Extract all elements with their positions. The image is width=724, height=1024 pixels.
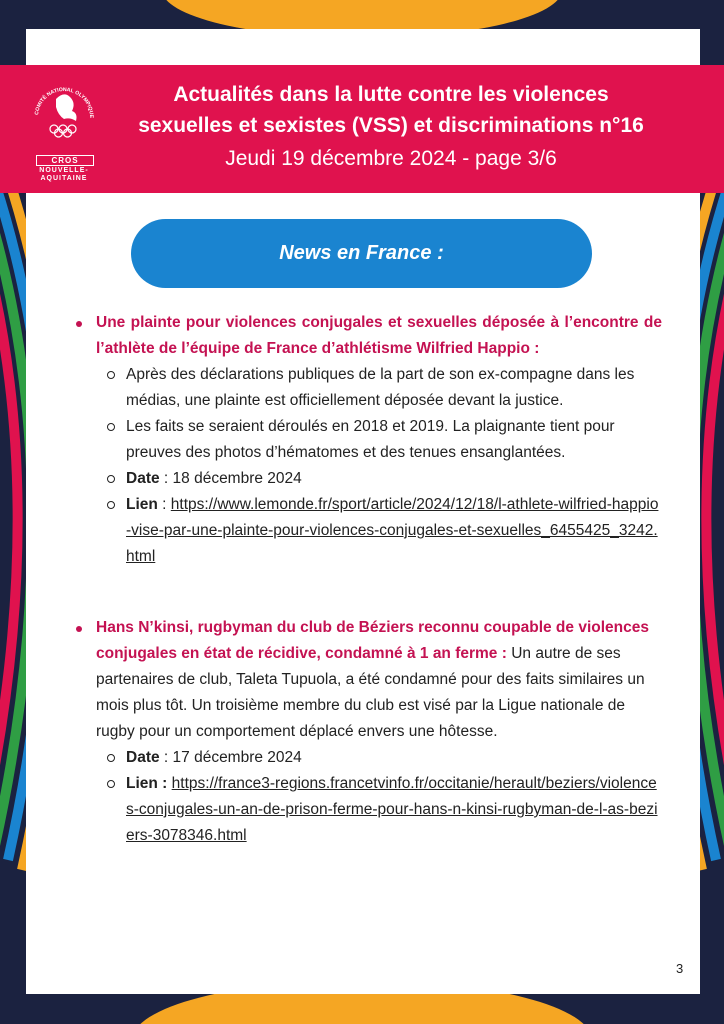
circle-bullet-icon — [107, 371, 115, 379]
circle-bullet-icon — [107, 780, 115, 788]
date-label: Date — [126, 749, 160, 766]
point-text: Les faits se seraient déroulés en 2018 et 2019. La plaignante tient pour preuves des photos d’hématomes et des tenues ensanglantées. — [126, 418, 615, 461]
logo-org-text: COMITÉ NATIONAL OLYMPIQUE — [34, 86, 95, 119]
logo-region-line1: NOUVELLE- — [39, 167, 89, 174]
header-text — [104, 79, 678, 174]
article-point — [76, 362, 662, 414]
page-number: 3 — [676, 961, 684, 976]
section-label-pill: News en France : — [131, 219, 592, 288]
logo-region-label — [26, 167, 102, 183]
bullet-dot — [76, 626, 82, 632]
article-item — [76, 310, 662, 362]
article-list — [76, 310, 662, 849]
article-date — [76, 745, 662, 771]
link-label: Lien — [126, 496, 158, 513]
rooster-emblem-icon — [26, 77, 102, 153]
cros-logo — [26, 77, 102, 185]
article-date — [76, 466, 662, 492]
circle-bullet-icon — [107, 475, 115, 483]
title-line-2: sexuelles et sexistes (VSS) et discriminations n°16 — [138, 114, 644, 137]
point-text: Après des déclarations publiques de la part de son ex-compagne dans les médias, une plainte est officiellement déposée devant la justice. — [126, 366, 635, 409]
article-link-url[interactable]: https://france3-regions.francetvinfo.fr/occitanie/herault/beziers/violences-conjugales-un-an-de-prison-ferme-pour-hans-n-kinsi-rugbyman-de-l-as-beziers-3078346.html — [126, 775, 658, 844]
circle-bullet-icon — [107, 423, 115, 431]
link-label: Lien : — [126, 775, 168, 792]
date-value: : 17 décembre 2024 — [159, 749, 302, 766]
date-value: : 18 décembre 2024 — [159, 470, 302, 487]
circle-bullet-icon — [107, 501, 115, 509]
article-item — [76, 615, 662, 745]
header-banner — [0, 65, 724, 193]
spacer — [76, 570, 662, 615]
article-point — [76, 414, 662, 466]
article-link — [76, 771, 662, 849]
date-label: Date — [126, 470, 160, 487]
article-heading: Hans N’kinsi, rugbyman du club de Béziers reconnu coupable de violences conjugales en état de récidive, condamné à 1 an ferme : — [96, 619, 649, 662]
logo-region-line2: AQUITAINE — [40, 175, 88, 182]
link-separator: : — [157, 496, 171, 513]
circle-bullet-icon — [107, 754, 115, 762]
title-line-1: Actualités dans la lutte contre les violences — [173, 83, 609, 106]
article-link — [76, 492, 662, 570]
article-link-url[interactable]: https://www.lemonde.fr/sport/article/2024/12/18/l-athlete-wilfried-happio-vise-par-une-plainte-pour-violences-conjugales-et-sexuelles_6455425_3242.html — [126, 496, 659, 565]
bullet-dot — [76, 321, 82, 327]
logo-cros-label: CROS — [36, 155, 94, 166]
article-heading: Une plainte pour violences conjugales et sexuelles déposée à l’encontre de l’athlète de l’équipe de France d’athlétisme Wilfried Happio : — [96, 314, 662, 357]
subtitle-date: Jeudi 19 décembre 2024 - page 3/6 — [225, 147, 557, 170]
article-body: Un autre de ses partenaires de club, Taleta Tupuola, a été condamné pour des faits similaires un mois plus tôt. Un troisième membre du club est visé par la Ligue nationale de rugby pour un comportement déplacé envers une hôtesse. — [96, 645, 645, 740]
